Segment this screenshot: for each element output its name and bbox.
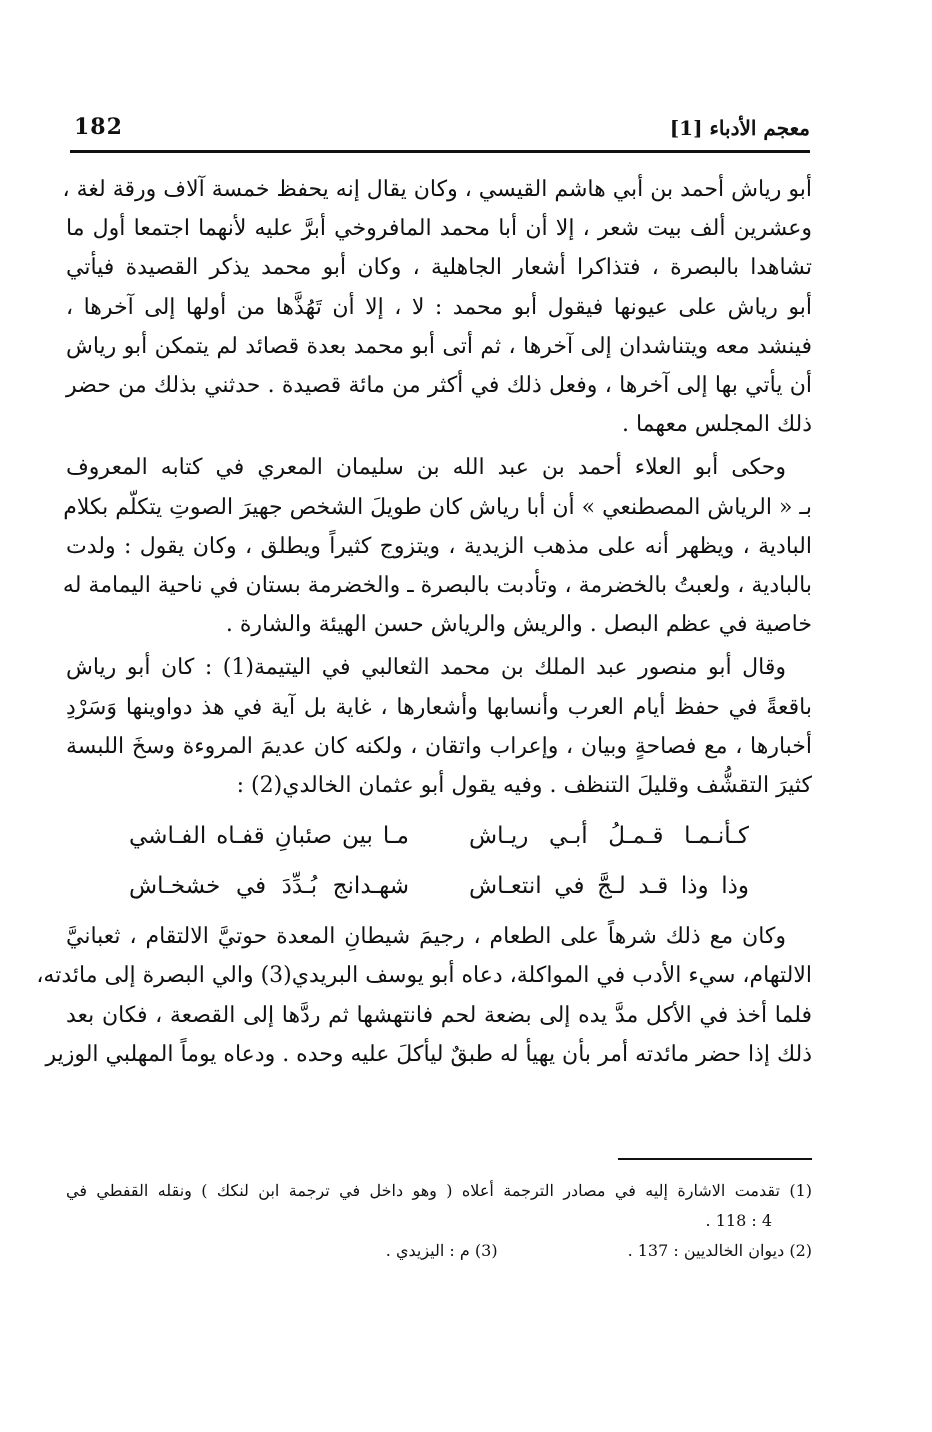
poem-verse: [66, 861, 812, 911]
footnote-rule: [618, 1158, 812, 1160]
footnote-2: (2) ديوان الخالديين : 137 .: [627, 1241, 812, 1260]
text-line: بالبادية ، ولعبتُ بالخضرمة ، وتأدبت بالبصرة ـ والخضرمة بستان في ناحية اليمامة له: [62, 573, 812, 599]
paragraph-2: [62, 448, 812, 644]
text-line: ذلك إذا حضر مائدته أمر بأن يهيأ له طبقٌ ليأكلَ عليه وحده . ودعاه يوماً المهلبي الوزير: [45, 1041, 812, 1067]
poem-hemistich-first: كـأنـمـا قـمـلُ أبـي ريـاش: [469, 823, 749, 850]
text-line: بـ « الرياش المصطنعي » أن أبا رياش كان طويلَ الشخص جهيرَ الصوتِ يتكلّم بكلام: [63, 494, 812, 520]
text-line: فلما أخذ في الأكل مدَّ يده إلى بضعة لحم فانتهشها ثم ردَّها إلى القصعة ، فكان بعد: [66, 1002, 812, 1028]
text-line: فينشد معه ويتناشدان إلى آخرها ، ثم أتى أبو محمد بعدة قصائد لم يتمكن أبو رياش: [66, 333, 812, 359]
footnote-3: (3) م : اليزيدي .: [385, 1241, 498, 1260]
footnote-1-continuation: 4 : 118 .: [705, 1211, 772, 1230]
text-line: ذلك المجلس معهما .: [621, 412, 812, 438]
text-line: البادية ، ويظهر أنه على مذهب الزيدية ، ويتزوج كثيراً ويطلق ، وكان يقول : ولدت: [66, 533, 812, 559]
running-header: [70, 108, 810, 148]
text-line: وعشرين ألف بيت شعر ، إلا أن أبا محمد المافروخي أبرَّ عليه لأنهما اجتمعا أول ما: [66, 216, 812, 242]
poem-verse: [66, 811, 812, 861]
footnote-1-line: (1) تقدمت الاشارة إليه في مصادر الترجمة أعلاه ( وهو داخل في ترجمة ابن لنكك ) ونقله القفطي في: [66, 1181, 813, 1200]
text-line: أخبارها ، مع فصاحةٍ وبيان ، وإعراب واتقان ، ولكنه كان عديمَ المروءة وسخَ اللبسة: [66, 733, 812, 759]
footnotes: [66, 1176, 812, 1266]
main-text: [36, 170, 812, 1078]
poem: [66, 811, 812, 911]
text-line: وكان مع ذلك شرهاً على الطعام ، رجيمَ شيطانِ المعدة حوتيَّ الالتقام ، ثعبانيَّ: [66, 924, 786, 950]
footnote-1: [66, 1176, 812, 1236]
text-line: أبو رياش على عيونها فيقول أبو محمد : لا ، إلا أن تَهُذَّها من أولها إلى آخرها ،: [66, 294, 812, 320]
poem-hemistich-first: وذا وذا قـد لـجَّ في انتعـاش: [469, 873, 749, 900]
text-line: كثيرَ التقشُّف وقليلَ التنظف . وفيه يقول أبو عثمان الخالدي(2) :: [236, 773, 812, 799]
paragraph-1: [62, 170, 812, 444]
poem-hemistich-second: شهـدانج بُـدِّدَ في خشخـاش: [129, 873, 409, 900]
text-line: أن يأتي بها إلى آخرها ، وفعل ذلك في أكثر من مائة قصيدة . حدثني بذلك من حضر: [66, 373, 812, 399]
text-line: باقعةً في حفظ أيام العرب وأنسابها وأشعارها ، غاية بل آية في هذ دواوينها وَسَرْدِ: [66, 694, 812, 720]
poem-hemistich-second: مـا بين صئبانِ قفـاه الفـاشي: [129, 823, 409, 850]
page-number: 182: [74, 114, 123, 140]
paragraph-4: [36, 917, 812, 1074]
text-line: أبو رياش أحمد بن أبي هاشم القيسي ، وكان يقال إنه يحفظ خمسة آلاف ورقة لغة ،: [62, 177, 812, 202]
text-line: الالتهام، سيء الأدب في المواكلة، دعاه أبو يوسف البريدي(3) والي البصرة إلى مائدته،: [36, 963, 812, 989]
running-header-title: معجم الأدباء [1]: [669, 116, 810, 140]
header-rule: [70, 150, 810, 153]
text-line: وقال أبو منصور عبد الملك بن محمد الثعالبي في اليتيمة(1) : كان أبو رياش: [66, 655, 786, 681]
text-line: خاصية في عظم البصل . والريش والرياش حسن الهيئة والشارة .: [225, 612, 812, 638]
text-line: وحكى أبو العلاء أحمد بن عبد الله بن سليمان المعري في كتابه المعروف: [66, 455, 786, 481]
footnote-row: [66, 1236, 812, 1266]
paragraph-3: [66, 648, 812, 805]
text-line: تشاهدا بالبصرة ، فتذاكرا أشعار الجاهلية ، وكان أبو محمد يذكر القصيدة فيأتي: [66, 255, 812, 281]
